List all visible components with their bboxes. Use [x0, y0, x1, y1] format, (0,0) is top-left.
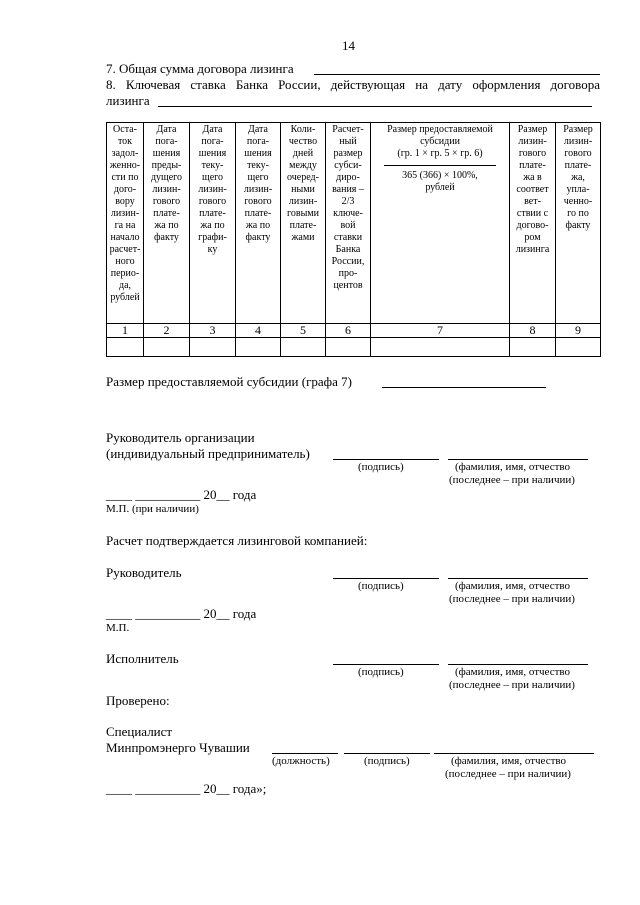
signature-caption: (подпись): [358, 580, 404, 592]
stamp-note-1: М.П. (при наличии): [106, 503, 199, 515]
fio-caption: (фамилия, имя, отчество: [455, 666, 571, 678]
executor-label: Исполнитель: [106, 651, 179, 666]
col7-title: Размер предоставляемой субсидии: [387, 124, 493, 147]
specialist-line2: Минпромэнерго Чувашии: [106, 740, 250, 755]
specialist-fio-line: [434, 753, 594, 754]
stamp-note-2: М.П.: [106, 622, 130, 634]
item7-blank-line: [314, 74, 600, 75]
header-cell-debt-balance: Оста- ток задол- женно- сти по дого- вору лизин- га на начало расчет- ного перио- да, рублей: [107, 123, 144, 324]
column-number: 5: [281, 324, 326, 338]
manager-signature-line: [333, 578, 439, 579]
checked-label: Проверено:: [106, 693, 170, 708]
head-org-fio-line: [448, 459, 588, 460]
column-number: 3: [190, 324, 236, 338]
header-cell-current-actual-date: Дата пога- шения теку- щего лизин- гового плате- жа по факту: [236, 123, 281, 324]
empty-cell: [556, 338, 601, 357]
column-number: 7: [371, 324, 510, 338]
empty-cell: [107, 338, 144, 357]
leasing-confirmation-text: Расчет подтверждается лизинговой компанией:: [106, 533, 368, 548]
column-number: 6: [326, 324, 371, 338]
head-org-line1: Руководитель организации: [106, 430, 255, 445]
executor-signature-line: [333, 664, 439, 665]
empty-cell: [510, 338, 556, 357]
item7-label: 7. Общая сумма договора лизинга: [106, 61, 294, 76]
empty-cell: [326, 338, 371, 357]
signature-caption: (подпись): [358, 461, 404, 473]
date-line-2: ____ __________ 20__ года: [106, 606, 257, 621]
table-header-row: [107, 123, 601, 324]
head-org-signature-line: [333, 459, 439, 460]
fio-caption-note: (последнее – при наличии): [449, 679, 575, 691]
specialist-signature-line: [344, 753, 430, 754]
header-cell-subsidy-rate: Расчет- ный размер субси- диро- вания – 2/3 ключе- вой ставки Банка России, про- центов: [326, 123, 371, 324]
fio-caption: (фамилия, имя, отчество: [455, 461, 571, 473]
fio-caption-note: (последнее – при наличии): [445, 768, 571, 780]
column-number: 9: [556, 324, 601, 338]
manager-label: Руководитель: [106, 565, 182, 580]
date-line-3: ____ __________ 20__ года»;: [106, 781, 267, 796]
item8-blank-line: [158, 106, 592, 107]
fio-caption: (фамилия, имя, отчество: [455, 580, 571, 592]
signature-caption: (подпись): [358, 666, 404, 678]
subsidy-amount-label: Размер предоставляемой субсидии (графа 7): [106, 374, 352, 389]
fio-caption-note: (последнее – при наличии): [449, 593, 575, 605]
page-number: 14: [342, 38, 355, 53]
column-number: 2: [144, 324, 190, 338]
formula-fraction-bar: [384, 165, 496, 166]
subsidy-calculation-table: [106, 122, 601, 357]
empty-cell: [144, 338, 190, 357]
header-cell-subsidy-amount: [371, 123, 510, 324]
position-caption: (должность): [272, 755, 330, 767]
executor-fio-line: [448, 664, 588, 665]
header-cell-payment-per-contract: Размер лизин- гового плате- жа в соответ вет- ствии с догово- ром лизинга: [510, 123, 556, 324]
header-cell-current-scheduled-date: Дата пога- шения теку- щего лизин- гового плате- жа по графи- ку: [190, 123, 236, 324]
item8-line2: лизинга: [106, 93, 150, 108]
column-number: 8: [510, 324, 556, 338]
col7-formula-top: (гр. 1 × гр. 5 × гр. 6): [397, 148, 483, 159]
col7-formula-bottom: 365 (366) × 100%,: [402, 170, 478, 181]
manager-fio-line: [448, 578, 588, 579]
column-number: 1: [107, 324, 144, 338]
table-column-numbers-row: [107, 324, 601, 338]
signature-caption: (подпись): [364, 755, 410, 767]
col7-unit: рублей: [425, 182, 455, 193]
column-number: 4: [236, 324, 281, 338]
specialist-line1: Специалист: [106, 724, 173, 739]
table-empty-row: [107, 338, 601, 357]
header-cell-prev-payment-date: Дата пога- шения преды- дущего лизин- гового плате- жа по факту: [144, 123, 190, 324]
item8-line1: 8. Ключевая ставка Банка России, действующая на дату оформления договора: [106, 77, 600, 92]
empty-cell: [371, 338, 510, 357]
fio-caption: (фамилия, имя, отчество: [451, 755, 567, 767]
specialist-position-line: [272, 753, 338, 754]
head-org-line2: (индивидуальный предприниматель): [106, 446, 310, 461]
date-line-1: ____ __________ 20__ года: [106, 487, 257, 502]
subsidy-amount-blank-line: [382, 387, 546, 388]
header-cell-payment-actual: Размер лизин- гового плате- жа, упла- ченно- го по факту: [556, 123, 601, 324]
empty-cell: [281, 338, 326, 357]
empty-cell: [236, 338, 281, 357]
header-cell-days-between: Коли- чество дней между очеред- ными лизин- говыми плате- жами: [281, 123, 326, 324]
fio-caption-note: (последнее – при наличии): [449, 474, 575, 486]
empty-cell: [190, 338, 236, 357]
